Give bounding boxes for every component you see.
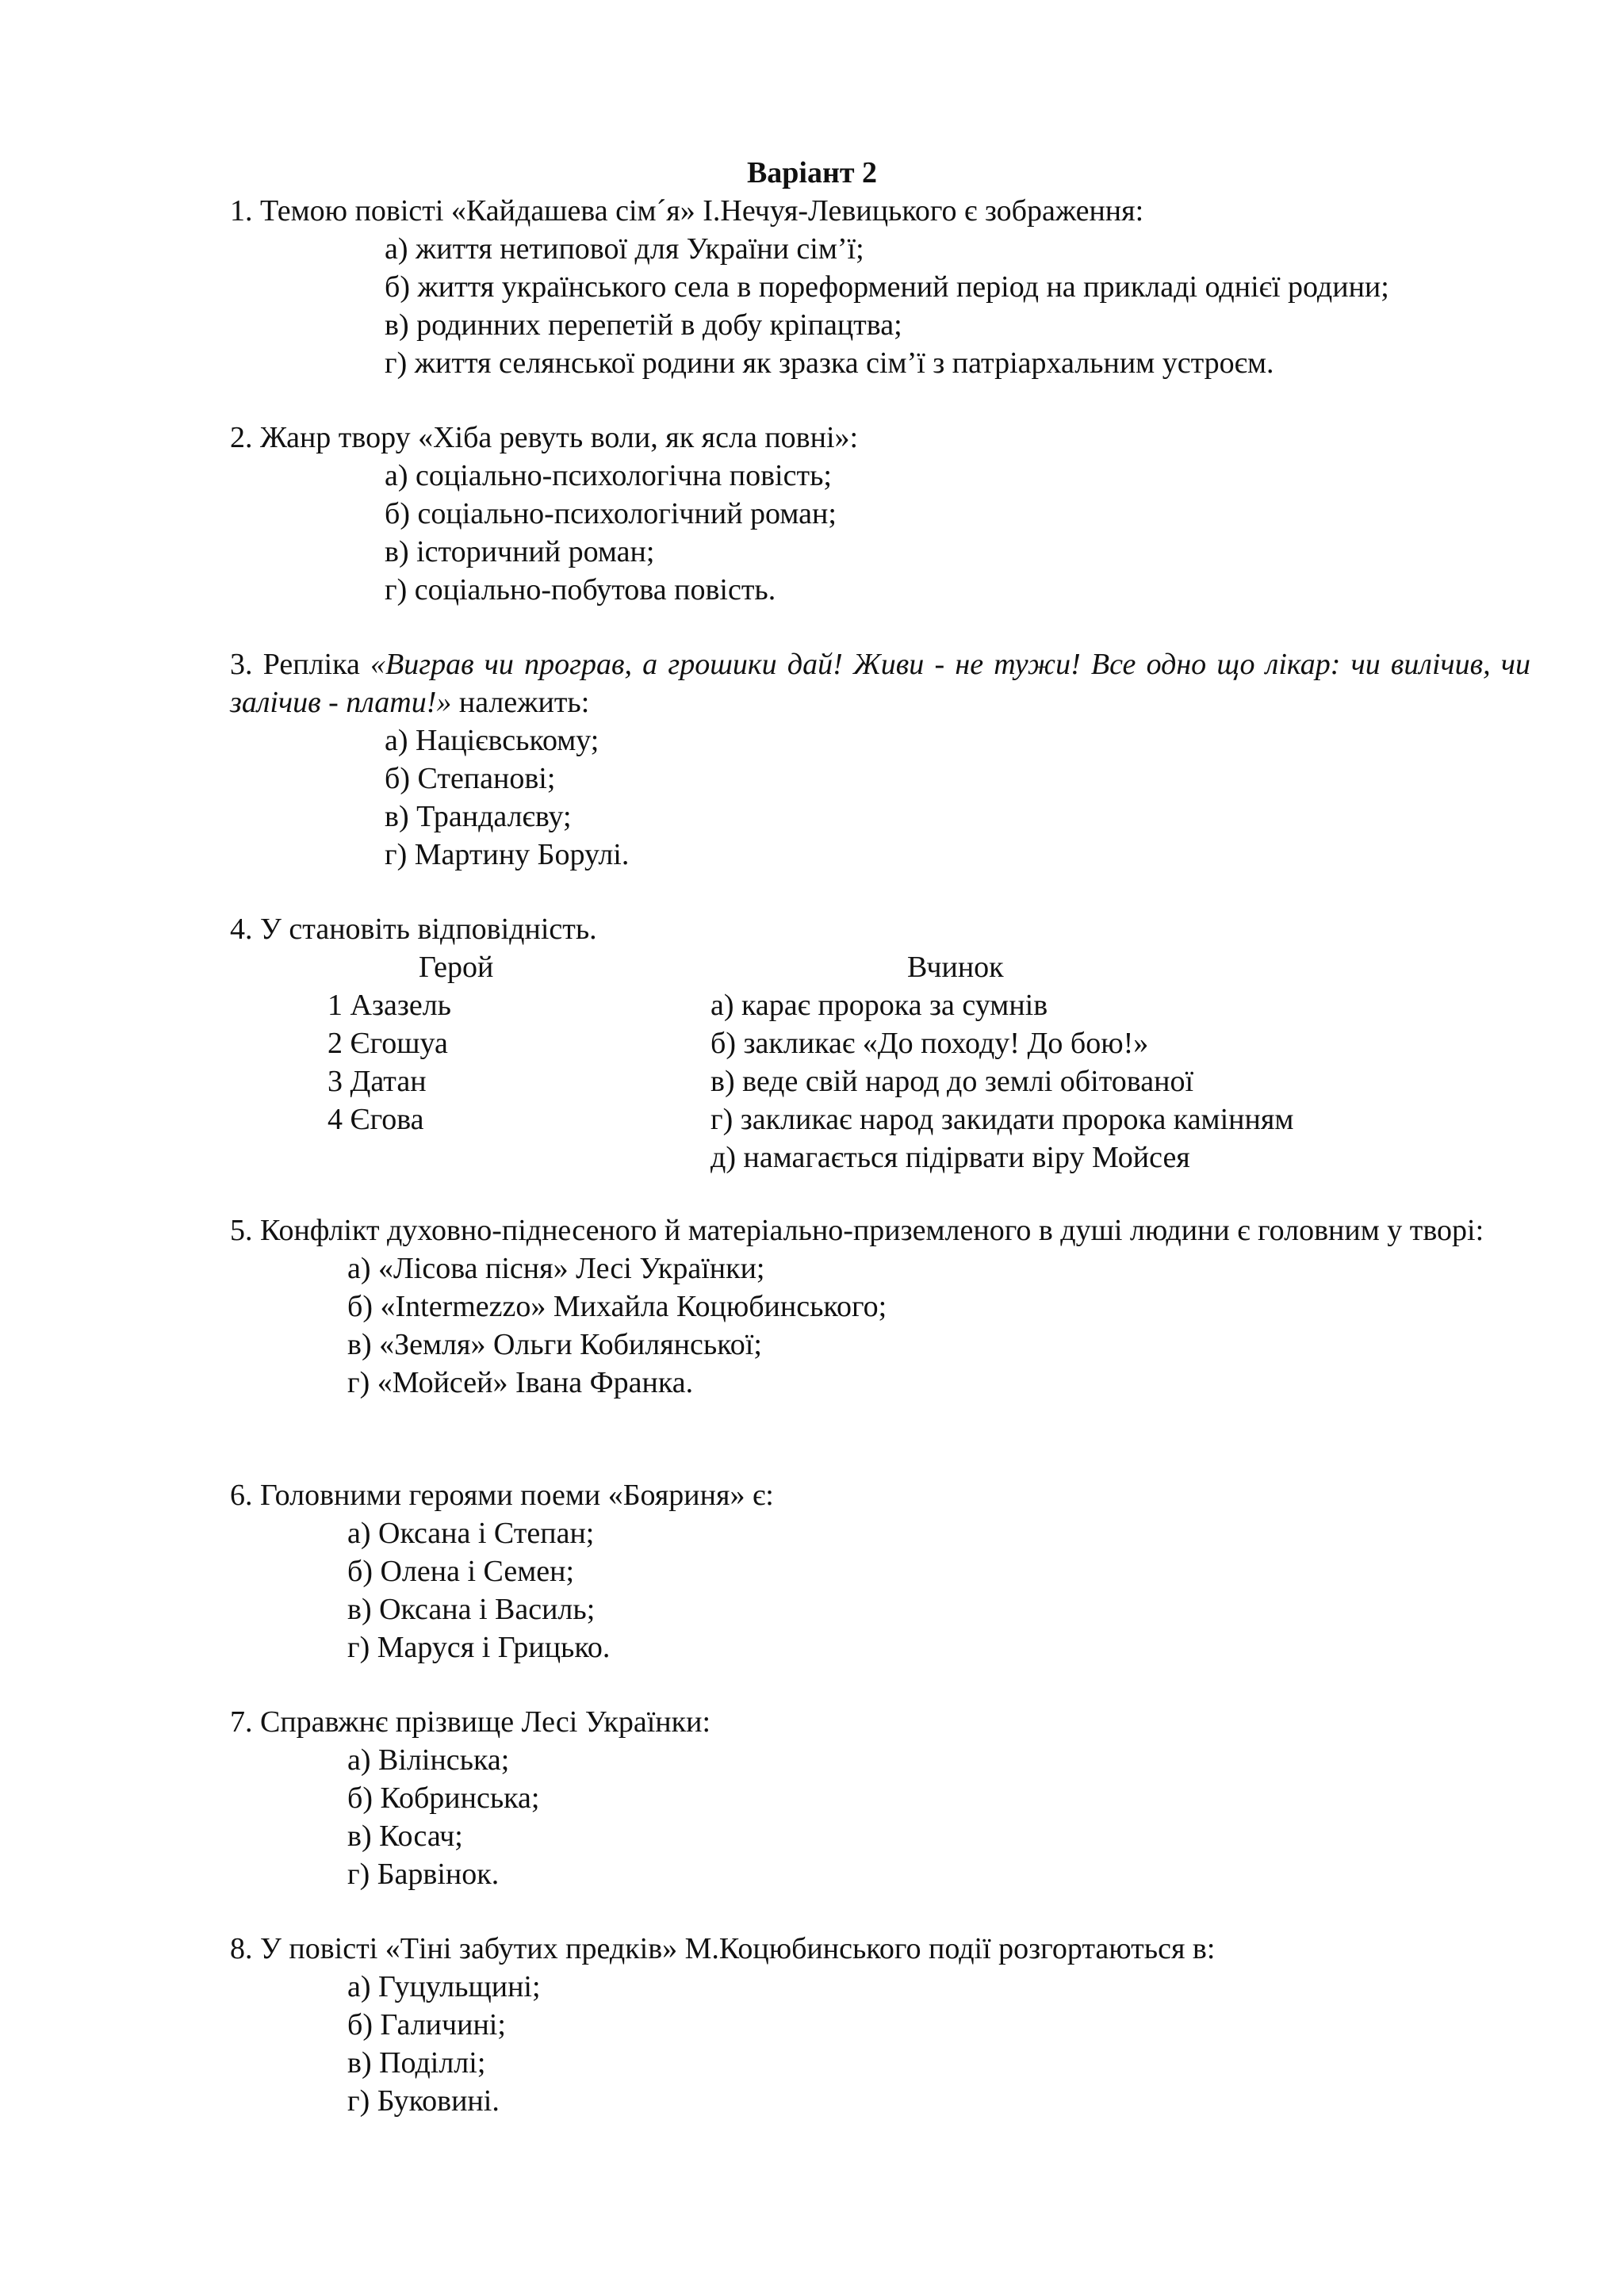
question-stem: 8. У повісті «Тіні забутих предків» М.Коцюбинського події розгортаються в:	[230, 1932, 1216, 1965]
answer-option: в) Оксана і Василь;	[347, 1593, 596, 1626]
answer-options	[230, 230, 1530, 382]
answer-option: б) Олена і Семен;	[347, 1555, 575, 1588]
answer-option: а) життя нетипової для України сім’ї;	[385, 232, 864, 266]
answer-options	[230, 721, 1530, 874]
question-stem: 5. Конфлікт духовно-піднесеного й матеріально-приземленого в душі людини є головним у творі:	[230, 1214, 1484, 1247]
answer-option: в) «Земля» Ольги Кобилянської;	[347, 1328, 762, 1361]
answer-option: б) життя українського села в пореформений період на прикладі однієї родини;	[385, 270, 1389, 304]
action-item: в) веде свій народ до землі обітованої	[710, 1065, 1194, 1098]
question-stem: 7. Справжнє прізвище Лесі Українки:	[230, 1705, 710, 1739]
matching-row	[230, 1100, 1530, 1138]
question-6	[230, 1476, 1530, 1667]
answer-option: г) Барвінок.	[347, 1858, 500, 1891]
answer-option: а) Гуцульщині;	[347, 1970, 541, 2003]
answer-option: б) Степанові;	[385, 762, 556, 795]
answer-option: б) Кобринська;	[347, 1781, 540, 1815]
hero-item: 2 Єгошуа	[327, 1027, 448, 1060]
answer-option: г) Маруся і Грицько.	[347, 1631, 611, 1664]
answer-option: б) соціально-психологічний роман;	[385, 497, 837, 530]
answer-option: г) Мартину Борулі.	[385, 838, 630, 871]
question-stem: 1. Темою повісті «Кайдашева сім´я» І.Нечуя-Левицького є зображення:	[230, 194, 1144, 228]
hero-item: 1 Азазель	[327, 989, 451, 1022]
matching-row	[230, 986, 1530, 1024]
stem-prefix: 3. Репліка	[230, 648, 371, 681]
action-item: г) закликає народ закидати пророка камінням	[710, 1103, 1294, 1136]
answer-option: в) історичний роман;	[385, 535, 655, 568]
matching-header	[230, 948, 1530, 986]
hero-item: 4 Єгова	[327, 1103, 424, 1136]
answer-options	[230, 457, 1530, 609]
question-stem: 4. У становіть відповідність.	[230, 913, 597, 946]
column-header-hero: Герой	[419, 951, 494, 984]
answer-option: а) Вілінська;	[347, 1743, 510, 1777]
question-4	[230, 910, 1530, 1177]
question-7	[230, 1703, 1530, 1893]
stem-suffix: належить:	[451, 686, 590, 719]
action-item: д) намагається підірвати віру Мойсея	[710, 1141, 1190, 1174]
question-stem: 6. Головними героями поеми «Бояриня» є:	[230, 1479, 774, 1512]
action-item: б) закликає «До походу! До бою!»	[710, 1027, 1149, 1060]
answer-option: а) Оксана і Степан;	[347, 1517, 595, 1550]
matching-row	[230, 1062, 1530, 1100]
answer-option: б) «Intermezzo» Михайла Коцюбинського;	[347, 1290, 887, 1323]
action-item: а) карає пророка за сумнів	[710, 989, 1048, 1022]
answer-option: в) Трандалєву;	[385, 800, 572, 833]
question-1	[230, 192, 1530, 382]
question-stem: 2. Жанр твору «Хіба ревуть воли, як ясла повні»:	[230, 421, 859, 454]
column-header-action: Вчинок	[907, 951, 1004, 984]
page-title: Варіант 2	[746, 156, 878, 189]
matching-row	[230, 1024, 1530, 1062]
answer-option: г) життя селянської родини як зразка сім’ї з патріархальним устроєм.	[385, 346, 1274, 380]
quoted-replica: «Виграв чи програв, а грошики дай! Живи - не тужи! Все одно що лікар: чи вилічив, чи залічив - плати!»	[230, 648, 1531, 719]
answer-option: в) родинних перепетій в добу кріпацтва;	[385, 308, 902, 342]
answer-option: г) «Мойсей» Івана Франка.	[347, 1366, 694, 1399]
question-8	[230, 1930, 1530, 2120]
answer-option: а) «Лісова пісня» Лесі Українки;	[347, 1252, 765, 1285]
answer-option: а) соціально-психологічна повість;	[385, 459, 832, 492]
question-stem	[230, 645, 1530, 721]
answer-option: а) Націєвському;	[385, 724, 599, 757]
answer-option: в) Косач;	[347, 1820, 463, 1853]
matching-row	[230, 1138, 1530, 1177]
question-2	[230, 419, 1530, 609]
answer-options	[230, 1741, 1530, 1893]
answer-options	[230, 1514, 1530, 1667]
answer-options	[230, 1249, 1530, 1402]
answer-options	[230, 1968, 1530, 2120]
hero-item: 3 Датан	[327, 1065, 427, 1098]
question-5	[230, 1211, 1530, 1402]
answer-option: б) Галичині;	[347, 2008, 506, 2042]
answer-option: в) Поділлі;	[347, 2046, 486, 2080]
question-3	[230, 645, 1530, 874]
answer-option: г) соціально-побутова повість.	[385, 573, 776, 607]
answer-option: г) Буковині.	[347, 2084, 500, 2118]
